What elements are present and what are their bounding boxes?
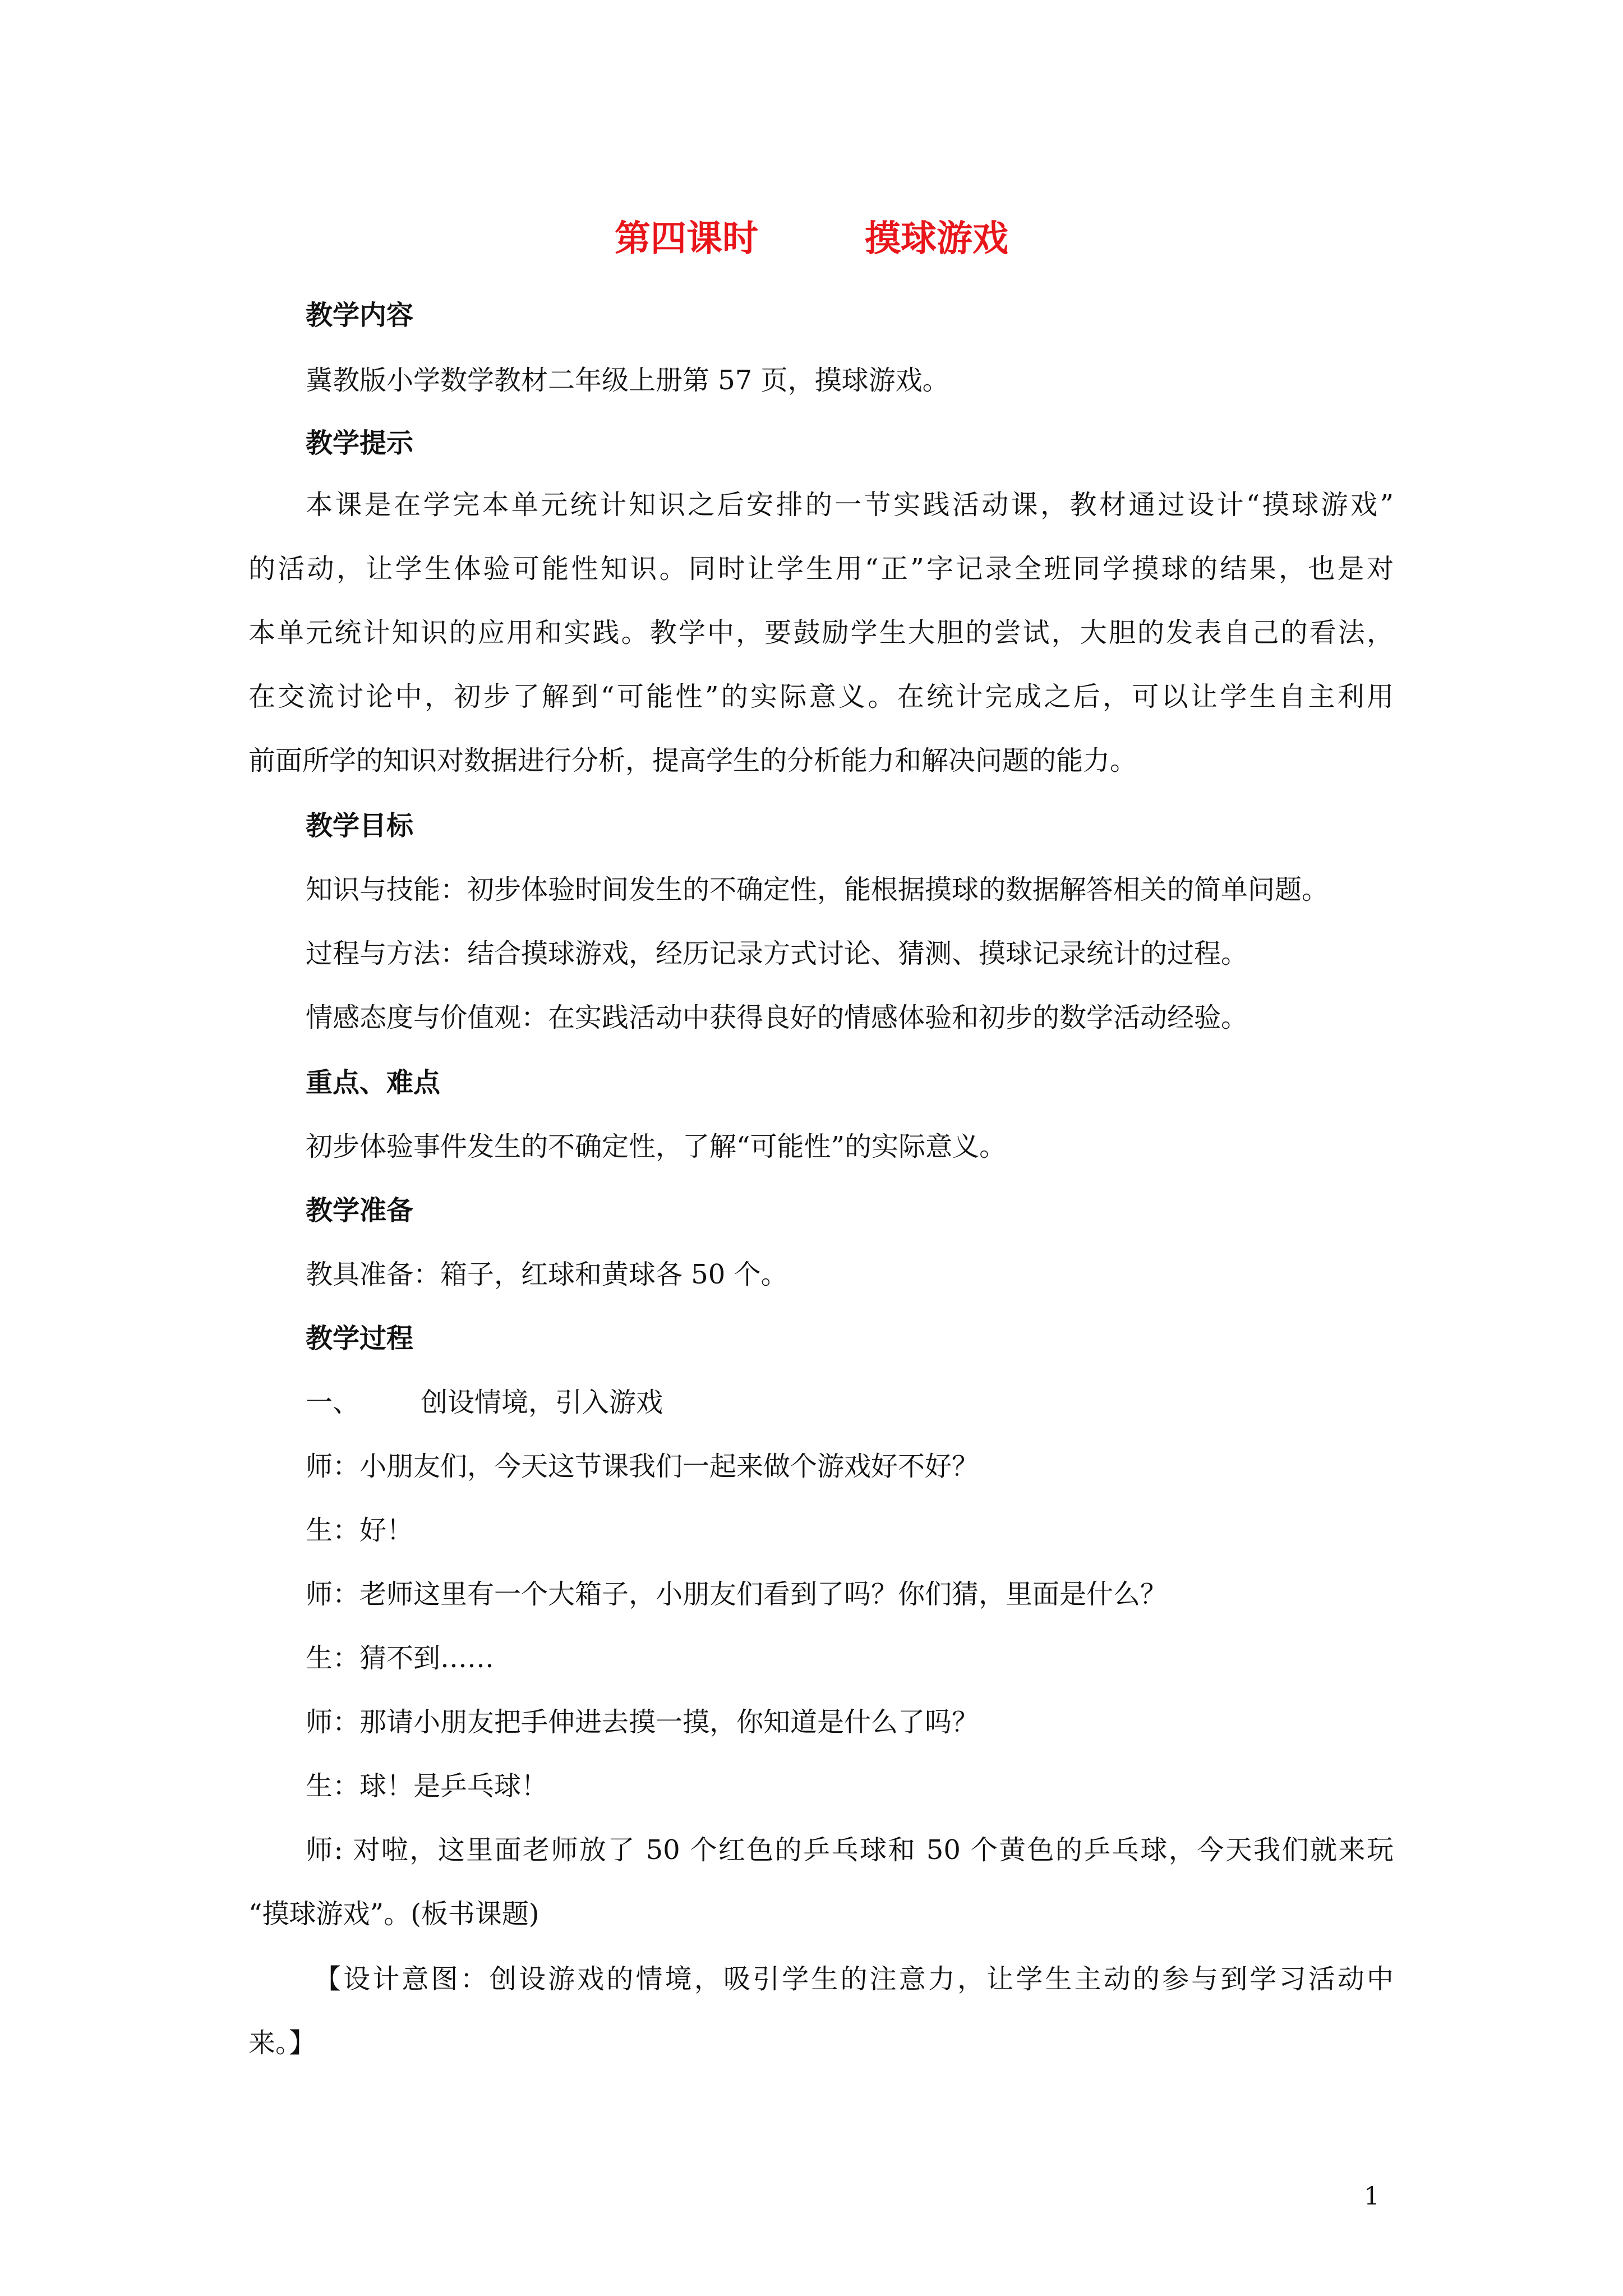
step-one-number: 一、	[306, 1387, 360, 1418]
goal-item: 知识与技能：初步体验时间发生的不确定性，能根据摸球的数据解答相关的简单问题。	[306, 874, 1329, 905]
teacher-line-continued: “摸球游戏”。(板书课题)	[248, 1898, 540, 1930]
dialogue-line: 师：那请小朋友把手伸进去摸一摸，你知道是什么了吗？	[306, 1706, 979, 1738]
tips-line: 本单元统计知识的应用和实践。教学中，要鼓励学生大胆的尝试，大胆的发表自己的看法，	[248, 617, 1394, 648]
step-one-title: 创设情境，引入游戏	[421, 1387, 663, 1418]
page-number: 1	[1364, 2182, 1380, 2211]
prep-text: 教具准备：箱子，红球和黄球各 50 个。	[306, 1259, 788, 1290]
dialogue-line: 生：猜不到……	[306, 1642, 495, 1674]
design-intent: 【设计意图：创设游戏的情境，吸引学生的注意力，让学生主动的参与到学习活动中	[314, 1963, 1394, 1995]
design-intent-continued: 来。】	[248, 2027, 316, 2059]
process-heading: 教学过程	[306, 1323, 414, 1354]
keypoints-heading: 重点、难点	[306, 1067, 441, 1098]
lesson-name: 摸球游戏	[865, 218, 1008, 260]
keypoints-text: 初步体验事件发生的不确定性，了解“可能性”的实际意义。	[306, 1131, 1007, 1162]
dialogue-line: 师：老师这里有一个大箱子，小朋友们看到了吗？你们猜，里面是什么？	[306, 1579, 1168, 1610]
dialogue-line: 生：球！是乒乓球！	[306, 1770, 548, 1802]
goals-heading: 教学目标	[306, 810, 414, 841]
goal-item: 过程与方法：结合摸球游戏，经历记录方式讨论、猜测、摸球记录统计的过程。	[306, 938, 1248, 969]
dialogue-line: 师：小朋友们，今天这节课我们一起来做个游戏好不好？	[306, 1451, 979, 1482]
prep-heading: 教学准备	[306, 1195, 414, 1226]
lesson-number: 第四课时	[615, 218, 758, 260]
step-one	[306, 1386, 663, 1419]
content-text: 冀教版小学数学教材二年级上册第 57 页，摸球游戏。	[306, 365, 949, 396]
tips-heading: 教学提示	[306, 427, 414, 459]
lesson-title	[0, 217, 1623, 261]
goal-item: 情感态度与价值观：在实践活动中获得良好的情感体验和初步的数学活动经验。	[306, 1002, 1248, 1033]
tips-line: 在交流讨论中，初步了解到“可能性”的实际意义。在统计完成之后，可以让学生自主利用	[248, 681, 1394, 712]
teacher-line: 师: 对啦，这里面老师放了 50 个红色的乒乓球和 50 个黄色的乒乓球，今天我们就来玩	[306, 1834, 1394, 1866]
tips-line: 前面所学的知识对数据进行分析，提高学生的分析能力和解决问题的能力。	[248, 745, 1137, 776]
tips-line: 的活动，让学生体验可能性知识。同时让学生用“正”字记录全班同学摸球的结果，也是对	[248, 553, 1394, 585]
tips-line: 本课是在学完本单元统计知识之后安排的一节实践活动课，教材通过设计“摸球游戏”	[306, 489, 1394, 521]
dialogue-line: 生：好！	[306, 1515, 414, 1546]
content-heading: 教学内容	[306, 300, 414, 331]
